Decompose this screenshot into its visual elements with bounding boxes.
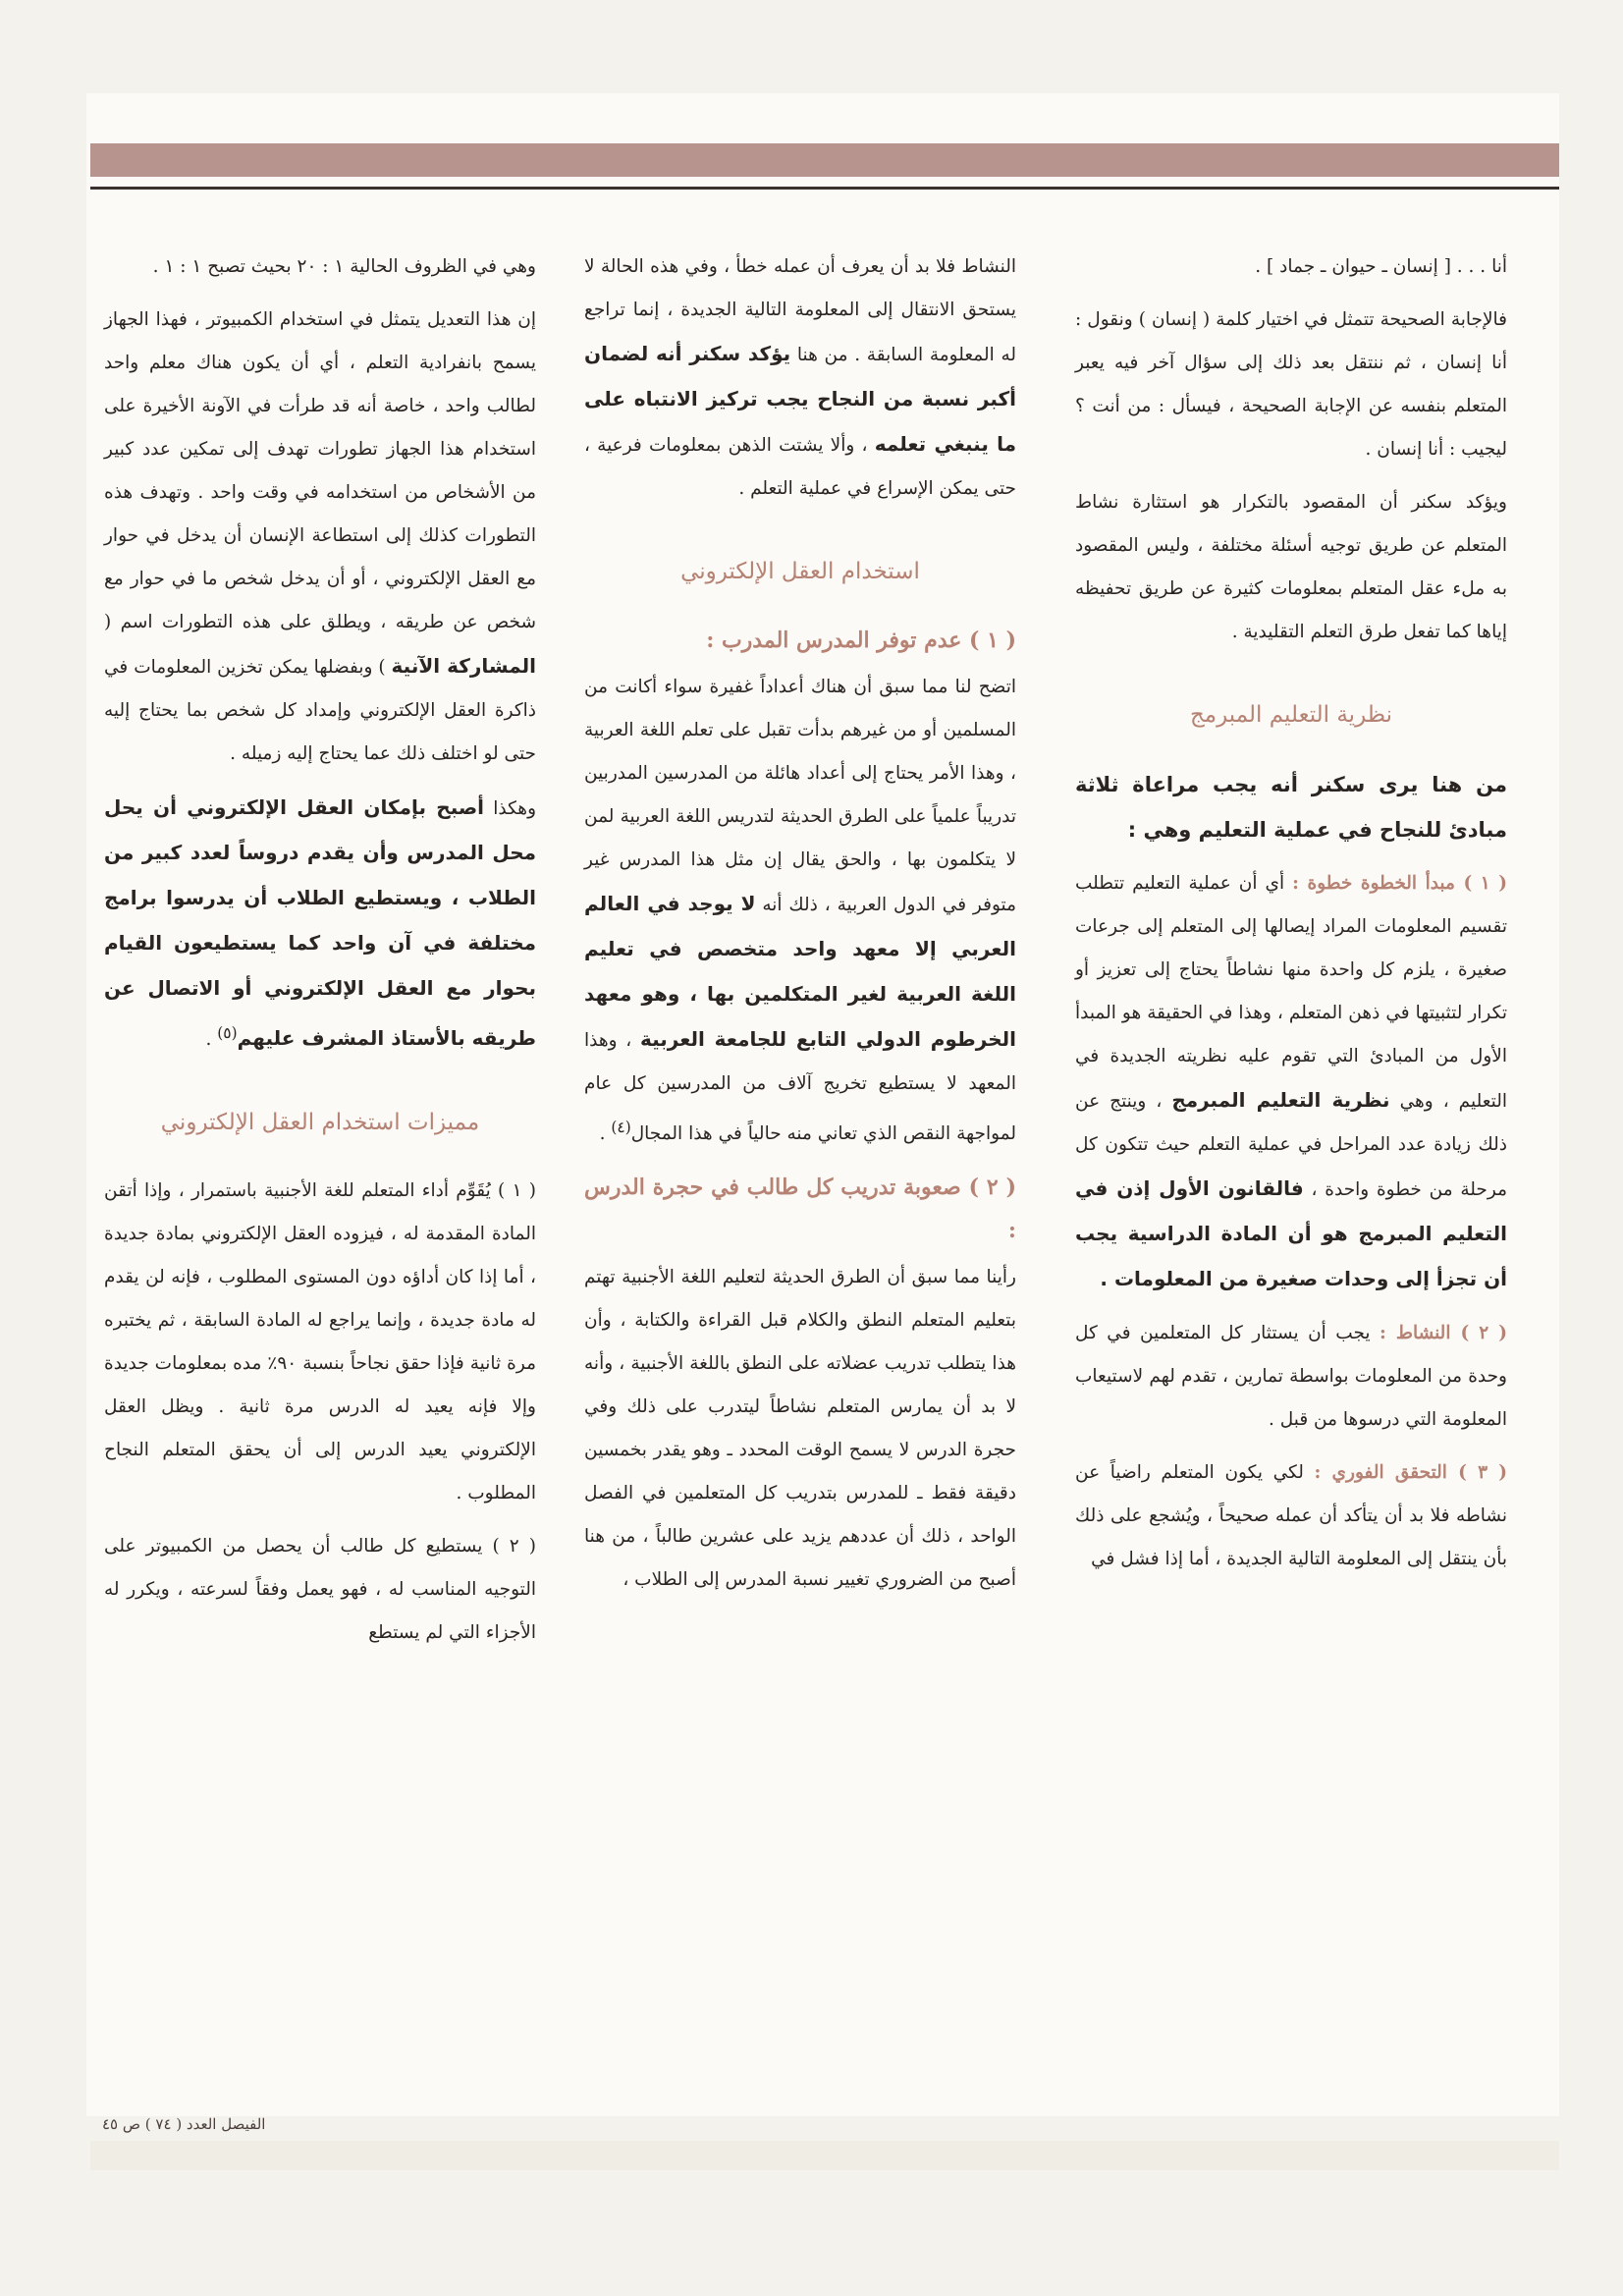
text-run: . [599, 1123, 612, 1145]
paragraph: ( ٢ ) يستطيع كل طالب أن يحصل من الكمبيوتر على التوجيه المناسب له ، فهو يعمل وفقاً لسرعته ، ويكرر له الأجزاء التي لم يستطع [104, 1536, 536, 1644]
sub-heading: ( ٢ ) صعوبة تدريب كل طالب في حجرة الدرس : [584, 1175, 1016, 1244]
text-run: . [205, 1029, 218, 1051]
bold-run: نظرية التعليم المبرمج [1171, 1088, 1390, 1112]
column-right [1075, 246, 1507, 1591]
text-run: أي أن عملية التعليم تتطلب تقسيم المعلومات المراد إيصالها إلى المتعلم إلى جرعات صغيرة ، يلزم كل واحدة منها نشاطاً يحتاج إلى تعزيز أو تكرار لتثبيتها في ذهن المتعلم ، وهذا في الحقيقة هو المبدأ الأول من المبادئ التي تقوم عليه نظريته الجديدة في التعليم ، وهي [1075, 873, 1507, 1112]
paragraph [584, 666, 1016, 1156]
text-run: النشاط فلا بد أن يعرف أن عمله خطأ ، وفي هذه الحالة لا يستحق الانتقال إلى المعلومة التالية الجديدة ، إنما تراجع له المعلومة السابقة . من هنا [584, 256, 1016, 365]
column-middle [584, 246, 1016, 1612]
footnote-ref: (٥) [217, 1024, 238, 1042]
column-left [104, 246, 536, 1665]
principle-3 [1075, 1451, 1507, 1581]
bold-run: لا يوجد في العالم العربي إلا معهد واحد متخصص في تعليم اللغة العربية لغير المتكلمين بها ، وهو معهد الخرطوم الدولي التابع للجامعة العربية [584, 892, 1016, 1051]
principle-lead: ( ٣ ) التحقق الفوري : [1314, 1462, 1507, 1483]
text-run: اتضح لنا مما سبق أن هناك أعداداً غفيرة سواء أكانت من المسلمين أو من غيرهم بدأت تقبل على تعلم اللغة العربية ، وهذا الأمر يحتاج إلى أعداد هائلة من المدرسين المدربين تدريباً علمياً على الطرق الحديثة لتدريس اللغة العربية لمن لا يتكلمون بها ، والحق يقال إن مثل هذا المدرس غير متوفر في الدول العربية ، ذلك أنه [584, 677, 1017, 915]
paragraph: وهي في الظروف الحالية ١ : ٢٠ بحيث تصبح ١ : ١ . [152, 256, 536, 277]
section-heading: استخدام العقل الإلكتروني [680, 559, 920, 584]
principle-lead: ( ١ ) مبدأ الخطوة خطوة : [1292, 873, 1507, 894]
bold-intro: من هنا يرى سكنر أنه يجب مراعاة ثلاثة مبادئ للنجاح في عملية التعليم وهي : [1075, 773, 1507, 842]
paragraph: رأينا مما سبق أن الطرق الحديثة لتعليم اللغة الأجنبية تهتم بتعليم المتعلم النطق والكلام قبل القراءة والكتابة ، وأن هذا يتطلب تدريب عضلاته على النطق باللغة الأجنبية ، وأنه لا بد أن يمارس المتعلم نشاطاً ليتدرب على ذلك وفي حجرة الدرس لا يسمح الوقت المحدد ـ وهو يقدر بخمسين دقيقة فقط ـ للمدرس بتدريب كل المتعلمين في الفصل الواحد ، ذلك أن عددهم يزيد على عشرين طالباً ، من هنا أصبح من الضروري تغيير نسبة المدرس إلى الطلاب ، [584, 1267, 1016, 1591]
text-run: ، وهذا المعهد لا يستطيع تخريج آلاف من المدرسين كل عام لمواجهة النقص الذي تعاني منه حالياً في هذا المجال [584, 1030, 1016, 1145]
bold-run: المشاركة الآنية [391, 654, 536, 678]
text-run: يجب أن يستثار كل المتعلمين في كل وحدة من المعلومات بواسطة تمارين ، تقدم لهم لاستيعاب المعلومة التي درسوها من قبل . [1075, 1323, 1507, 1430]
paragraph: ويؤكد سكنر أن المقصود بالتكرار هو استثارة نشاط المتعلم عن طريق توجيه أسئلة مختلفة ، وليس المقصود به ملء عقل المتعلم بمعلومات كثيرة عن طريق تحفيظه إياها كما تفعل طرق التعلم التقليدية . [1075, 492, 1507, 642]
header-rule [90, 187, 1559, 190]
principle-1 [1075, 862, 1507, 1302]
bold-run: فالقانون الأول إذن في التعليم المبرمج هو أن المادة الدراسية يجب أن تجزأ إلى وحدات صغيرة من المعلومات . [1075, 1176, 1507, 1290]
text-run: ، وألا يشتت الذهن بمعلومات فرعية ، حتى يمكن الإسراع في عملية التعلم . [584, 435, 1016, 499]
section-heading: مميزات استخدام العقل الإلكتروني [160, 1110, 480, 1136]
text-run: وهكذا [484, 798, 536, 819]
page-footer: الفيصل العدد ( ٧٤ ) ص ٤٥ [102, 2115, 266, 2133]
paragraph [104, 299, 536, 776]
paragraph [104, 786, 536, 1062]
paragraph: أنا . . . [ إنسان ـ حيوان ـ جماد ] . [1255, 256, 1507, 277]
principle-lead: ( ٢ ) النشاط : [1380, 1323, 1507, 1343]
paragraph: ( ١ ) يُقَوِّم أداء المتعلم للغة الأجنبية باستمرار ، وإذا أتقن المادة المقدمة له ، فيزوده العقل الإلكتروني بمادة جديدة ، أما إذا كان أداؤه دون المستوى المطلوب ، فإنه لن يقدم له مادة جديدة ، وإنما يراجع له المادة السابقة ، ثم يختبره مرة ثانية فإذا حقق نجاحاً بنسبة ٩٠٪ مده بمعلومات جديدة وإلا فإنه يعيد له الدرس مرة ثانية . ويظل العقل الإلكتروني يعيد الدرس إلى أن يحقق المتعلم النجاح المطلوب . [104, 1180, 536, 1504]
principle-2 [1075, 1312, 1507, 1442]
text-run: ، وينتج عن ذلك زيادة عدد المراحل في عملية التعلم حيث تتكون كل مرحلة من خطوة واحدة ، [1075, 1091, 1507, 1200]
section-heading: نظرية التعليم المبرمج [1189, 702, 1393, 728]
sub-heading: ( ١ ) عدم توفر المدرس المدرب : [706, 628, 1016, 653]
footnote-ref: (٤) [611, 1119, 631, 1136]
text-run: ) وبفضلها يمكن تخزين المعلومات في ذاكرة العقل الإلكتروني وإمداد كل شخص بما يحتاج إليه حتى لو اختلف ذلك عما يحتاج إليه زميله . [104, 657, 536, 764]
bottom-strip [90, 2141, 1559, 2170]
text-run: لكي يكون المتعلم راضياً عن نشاطه فلا بد أن يتأكد أن عمله صحيحاً ، ويُشجع على ذلك بأن ينتقل إلى المعلومة التالية الجديدة ، أما إذا فشل في [1075, 1462, 1507, 1569]
paragraph [584, 246, 1016, 511]
bold-run: يؤكد سكنر أنه لضمان أكبر نسبة من النجاح يجب تركيز الانتباه على ما ينبغي تعلمه [584, 342, 1016, 456]
text-run: إن هذا التعديل يتمثل في استخدام الكمبيوتر ، فهذا الجهاز يسمح بانفرادية التعلم ، أي أن يكون هناك معلم واحد لطالب واحد ، خاصة أنه قد طرأت في الآونة الأخيرة على استخدام هذا الجهاز تطورات تهدف إلى تمكين عدد كبير من الأشخاص من استخدامه في وقت واحد . وتهدف هذه التطورات كذلك إلى استطاعة الإنسان أن يدخل في حوار مع العقل الإلكتروني ، أو أن يدخل شخص ما في حوار مع شخص عن طريقه ، ويطلق على هذه التطورات اسم ( [104, 309, 536, 632]
header-band [90, 143, 1559, 177]
paragraph: فالإجابة الصحيحة تتمثل في اختيار كلمة ( إنسان ) ونقول : أنا إنسان ، ثم ننتقل بعد ذلك إلى سؤال آخر فيه يعبر المتعلم بنفسه عن الإجابة الصحيحة ، فيسأل : من أنت ؟ ليجيب : أنا إنسان . [1075, 309, 1507, 460]
bold-run: أصبح بإمكان العقل الإلكتروني أن يحل محل المدرس وأن يقدم دروساً لعدد كبير من الطلاب ، ويستطيع الطلاب أن يدرسوا برامج مختلفة في آن واحد كما يستطيعون القيام بحوار مع العقل الإلكتروني أو الاتصال عن طريقه بالأستاذ المشرف عليهم [104, 795, 536, 1051]
